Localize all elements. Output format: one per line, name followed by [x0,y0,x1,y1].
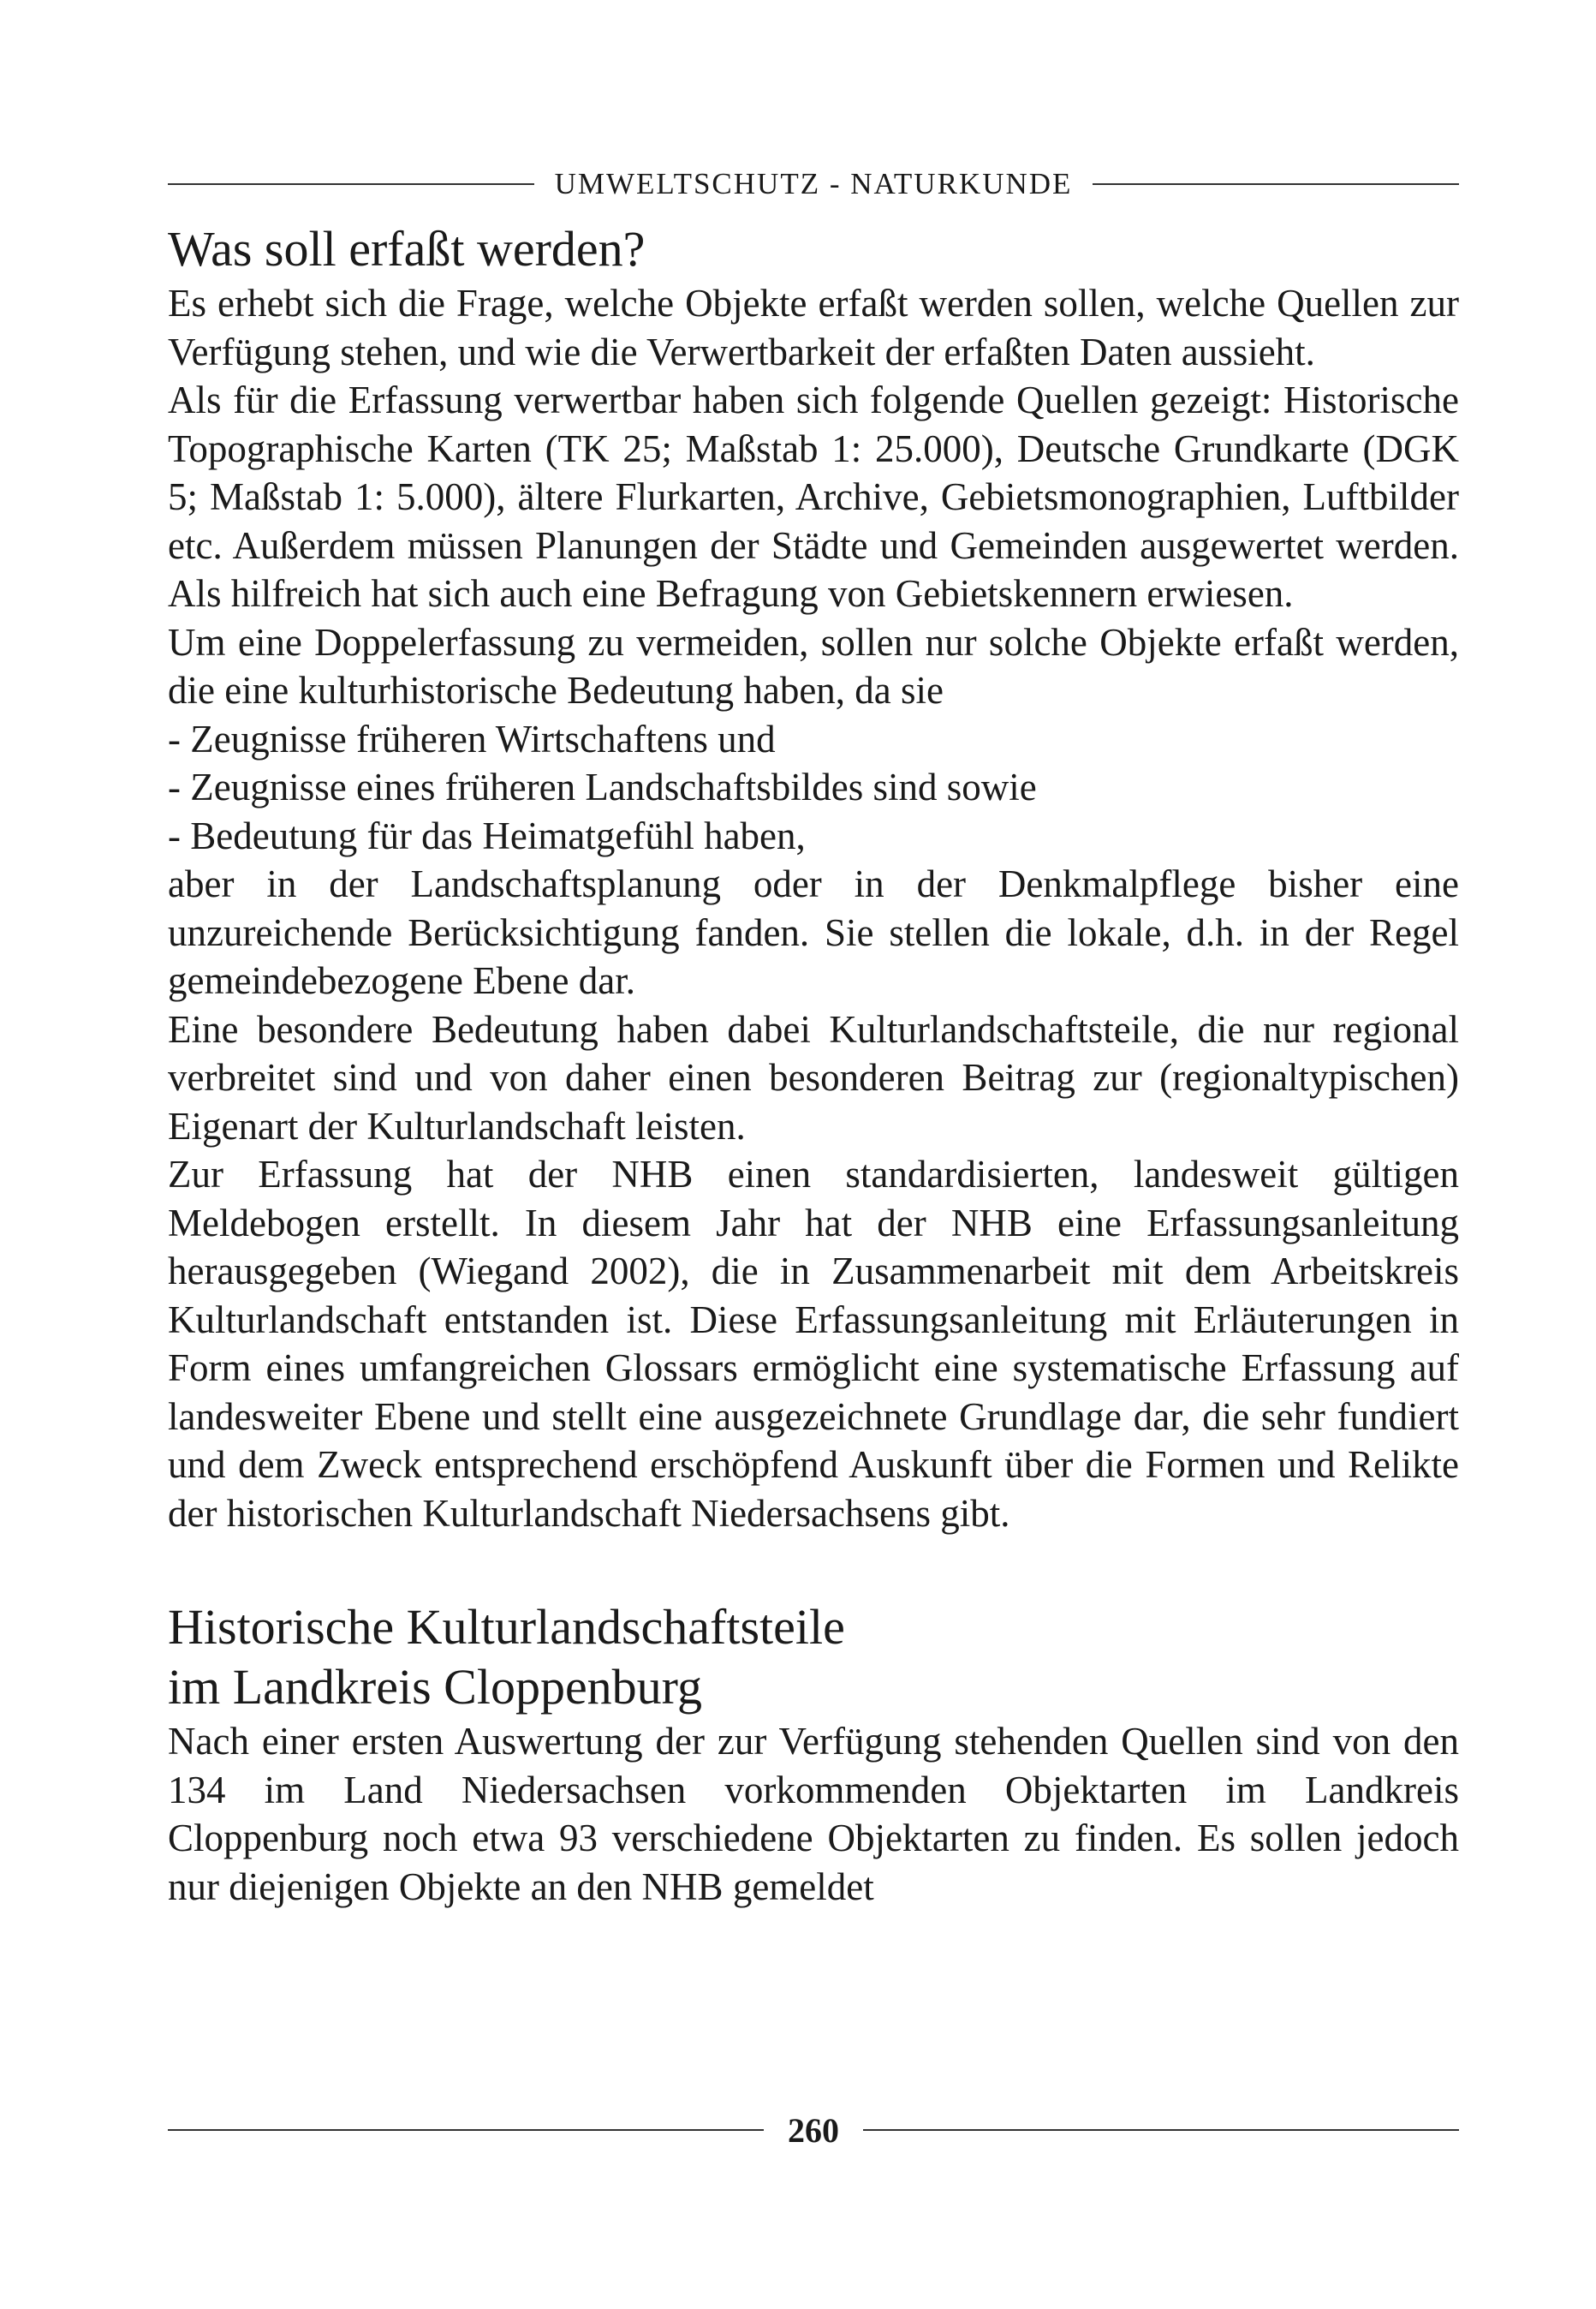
criteria-list [168,715,1459,861]
page-content [168,219,1459,1911]
header-rule-right [1093,183,1459,185]
paragraph: Um eine Doppelerfassung zu vermeiden, sollen nur solche Objekte erfaßt werden, die eine kulturhistorische Bedeutung haben, da sie [168,620,1459,712]
page-footer [168,2104,1459,2156]
list-item: - Zeugnisse früheren Wirtschaftens und [168,715,1459,764]
paragraph: Eine besondere Bedeutung haben dabei Kulturlandschaftsteile, die nur regional verbreitet sind und von daher einen besonderen Beitrag zur (regionaltypischen) Eigenart der Kulturlandschaft leisten. [168,1007,1459,1148]
paragraph: Zur Erfassung hat der NHB einen standardisierten, landesweit gültigen Meldebogen erstellt. In diesem Jahr hat der NHB eine Erfassungsanleitung herausgegeben (Wiegand 2002), die in Zusammenarbeit mit dem Arbeitskreis Kulturlandschaft entstanden ist. Diese Erfassungsanleitung mit Erläuterungen in Form eines umfangreichen Glossars ermöglicht eine systematische Erfassung auf landesweiter Ebene und stellt eine ausgezeichnete Grundlage dar, die sehr fundiert und dem Zweck entsprechend erschöpfend Auskunft über die Formen und Relikte der historischen Kulturlandschaft Niedersachsens gibt. [168,1153,1459,1535]
section-title-line: im Landkreis Cloppenburg [168,1659,702,1715]
list-item: - Zeugnisse eines früheren Landschaftsbildes sind sowie [168,763,1459,812]
section-title-line: Historische Kulturlandschaftsteile [168,1599,845,1655]
section-title-historische-kulturlandschaftsteile [168,1597,1459,1717]
running-header [168,163,1459,206]
footer-rule-left [168,2129,764,2131]
footer-rule-right [863,2129,1459,2131]
page-number: 260 [788,2110,839,2150]
list-item: - Bedeutung für das Heimatgefühl haben, [168,812,1459,861]
paragraph: aber in der Landschaftsplanung oder in der Denkmalpflege bisher eine unzureichende Berücksichtigung fanden. Sie stellen die lokale, d.h. in der Regel gemeindebezogene Ebene dar. [168,862,1459,1002]
header-rule-left [168,183,534,185]
running-header-title: UMWELTSCHUTZ - NATURKUNDE [554,167,1073,200]
paragraph: Als für die Erfassung verwertbar haben sich folgende Quellen gezeigt: Historische Topographische Karten (TK 25; Maßstab 1: 25.000), Deutsche Grundkarte (DGK 5; Maßstab 1: 5.000), ältere Flurkarten, Archive, Gebietsmonographien, Luftbilder etc. Außerdem müssen Planungen der Städte und Gemeinden ausgewertet werden. Als hilfreich hat sich auch eine Befragung von Gebietskennern erwiesen. [168,379,1459,615]
paragraph: Es erhebt sich die Frage, welche Objekte erfaßt werden sollen, welche Quellen zur Verfügung stehen, und wie die Verwertbarkeit der erfaßten Daten aussieht. [168,282,1459,373]
section-title-was-soll-erfasst-werden: Was soll erfaßt werden? [168,221,646,277]
paragraph: Nach einer ersten Auswertung der zur Verfügung stehenden Quellen sind von den 134 im Land Niedersachsen vorkommenden Objektarten im Landkreis Cloppenburg noch etwa 93 verschiedene Objektarten zu finden. Es sollen jedoch nur diejenigen Objekte an den NHB gemeldet [168,1720,1459,1908]
